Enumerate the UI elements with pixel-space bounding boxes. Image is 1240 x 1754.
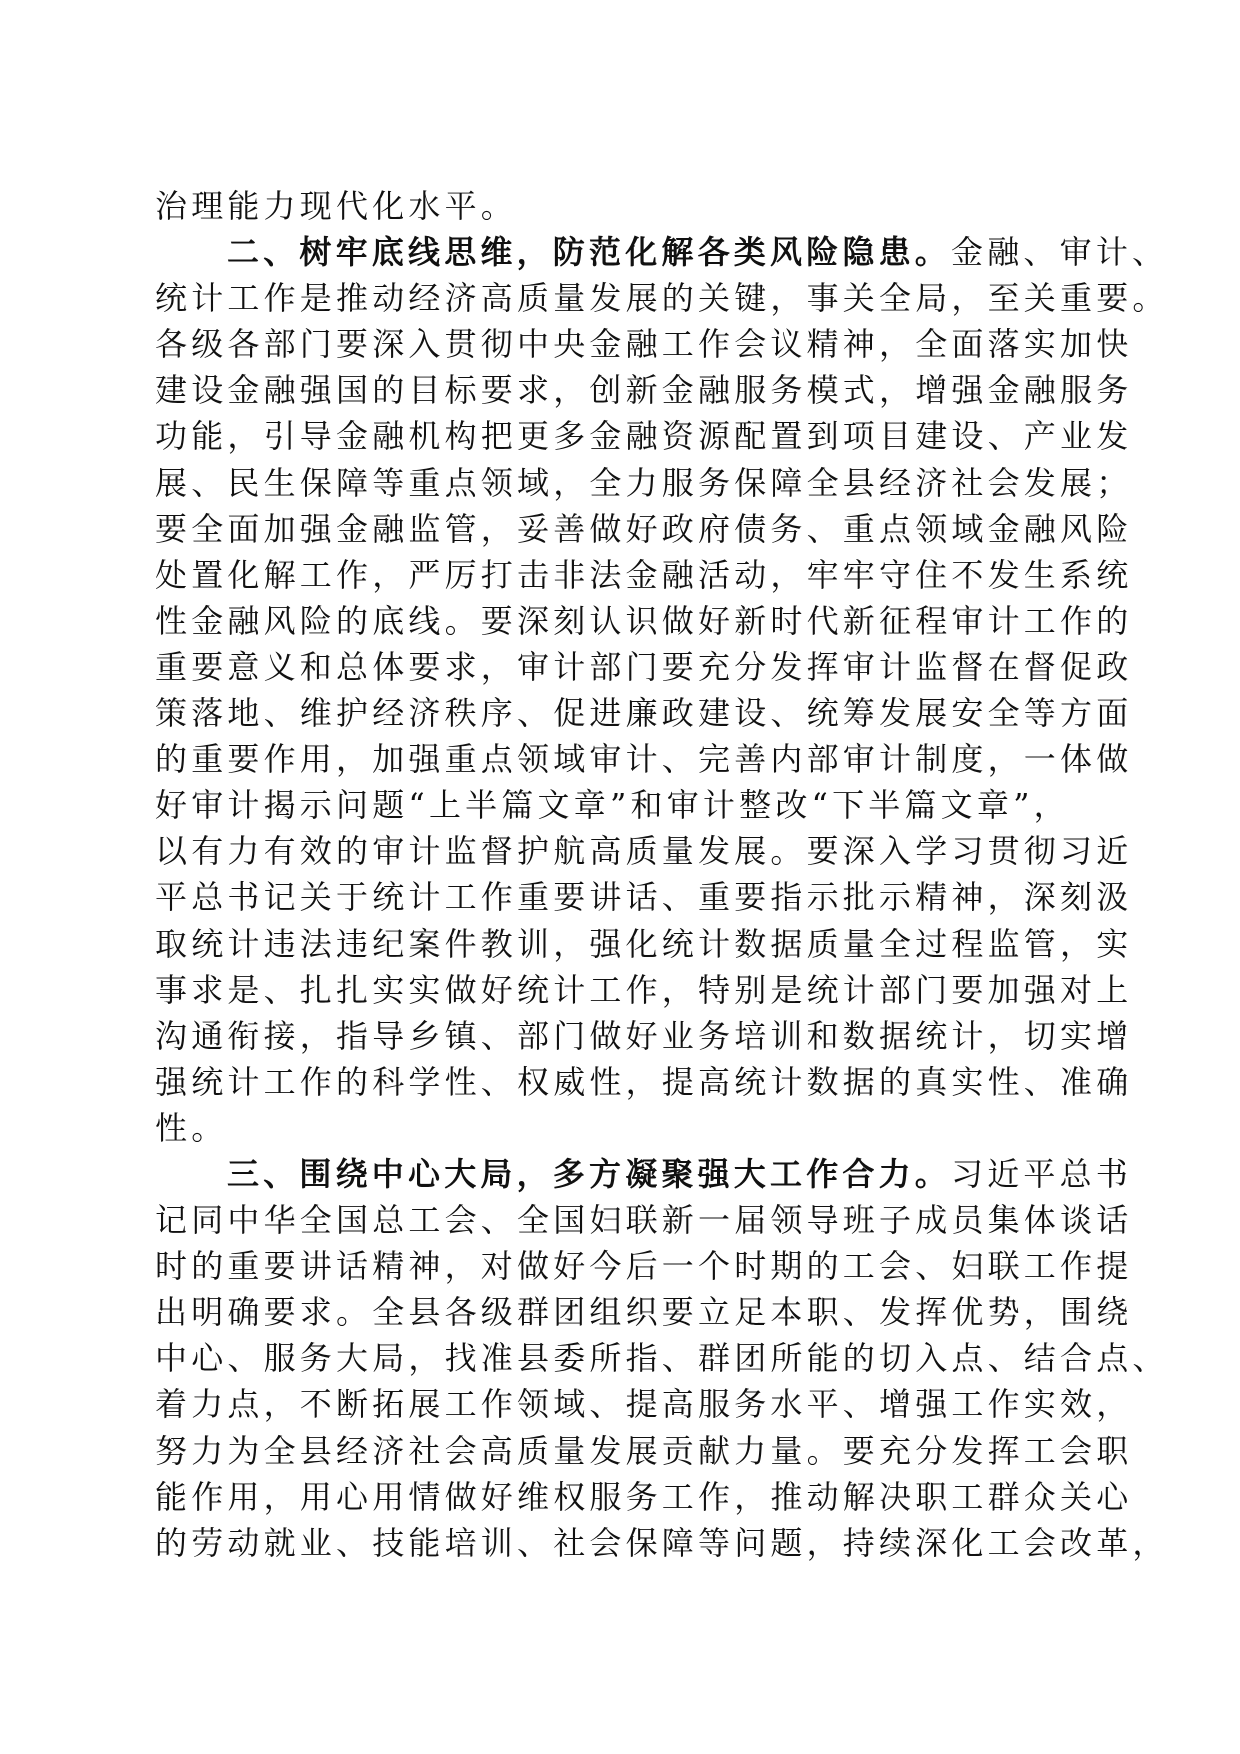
- section-3-first-line: [155, 1151, 1133, 1197]
- section-2-lead-text: 金融、审计、: [951, 233, 1169, 272]
- text-line: 以有力有效的审计监督护航高质量发展。要深入学习贯彻习近: [155, 832, 1133, 871]
- text-line: 能作用，用心用情做好维权服务工作，推动解决职工群众关心: [155, 1477, 1133, 1516]
- text-line: 取统计违法违纪案件教训，强化统计数据质量全过程监管，实: [155, 924, 1133, 963]
- text-line: 平总书记关于统计工作重要讲话、重要指示批示精神，深刻汲: [155, 878, 1133, 917]
- text-line: 出明确要求。全县各级群团组织要立足本职、发挥优势，围绕: [155, 1293, 1133, 1332]
- section-2-first-line: [155, 229, 1169, 275]
- text-line: 事求是、扎扎实实做好统计工作，特别是统计部门要加强对上: [155, 970, 1133, 1009]
- text-line: 时的重要讲话精神，对做好今后一个时期的工会、妇联工作提: [155, 1247, 1133, 1286]
- text-line: 的重要作用，加强重点领域审计、完善内部审计制度，一体做: [155, 740, 1133, 779]
- body-text: [155, 183, 1169, 1566]
- text-line: 努力为全县经济社会高质量发展贡献力量。要充分发挥工会职: [155, 1431, 1133, 1470]
- text-line: 中心、服务大局，找准县委所指、群团所能的切入点、结合点、: [155, 1339, 1169, 1378]
- text-line: 沟通衔接，指导乡镇、部门做好业务培训和数据统计，切实增: [155, 1016, 1133, 1055]
- text-line: 着力点，不断拓展工作领域、提高服务水平、增强工作实效，: [155, 1385, 1133, 1424]
- section-2-heading: 二、树牢底线思维，防范化解各类风险隐患。: [227, 233, 952, 272]
- text-line: 性。: [155, 1108, 228, 1147]
- text-line: 功能，引导金融机构把更多金融资源配置到项目建设、产业发: [155, 417, 1133, 456]
- text-line: 要全面加强金融监管，妥善做好政府债务、重点领域金融风险: [155, 509, 1133, 548]
- text-line: 各级各部门要深入贯彻中央金融工作会议精神，全面落实加快: [155, 325, 1133, 364]
- text-line: 治理能力现代化水平。: [155, 187, 518, 225]
- text-line: 记同中华全国总工会、全国妇联新一届领导班子成员集体谈话: [155, 1201, 1133, 1240]
- section-3-lead-text: 习近平总书: [951, 1154, 1133, 1193]
- text-line: 统计工作是推动经济高质量发展的关键，事关全局，至关重要。: [155, 279, 1169, 318]
- text-line: 性金融风险的底线。要深刻认识做好新时代新征程审计工作的: [155, 601, 1133, 640]
- text-line: 建设金融强国的目标要求，创新金融服务模式，增强金融服务: [155, 371, 1133, 410]
- text-line: 重要意义和总体要求，审计部门要充分发挥审计监督在督促政: [155, 647, 1133, 686]
- text-line: 强统计工作的科学性、权威性，提高统计数据的真实性、准确: [155, 1062, 1133, 1101]
- text-line: 的劳动就业、技能培训、社会保障等问题，持续深化工会改革，: [155, 1523, 1169, 1562]
- text-line: 好审计揭示问题“上半篇文章”和审计整改“下半篇文章”，: [155, 786, 1070, 825]
- text-line: 处置化解工作，严厉打击非法金融活动，牢牢守住不发生系统: [155, 555, 1133, 594]
- text-line: 策落地、维护经济秩序、促进廉政建设、统筹发展安全等方面: [155, 694, 1133, 733]
- section-3-heading: 三、围绕中心大局，多方凝聚强大工作合力。: [227, 1154, 952, 1193]
- text-line: 展、民生保障等重点领域，全力服务保障全县经济社会发展；: [155, 463, 1133, 502]
